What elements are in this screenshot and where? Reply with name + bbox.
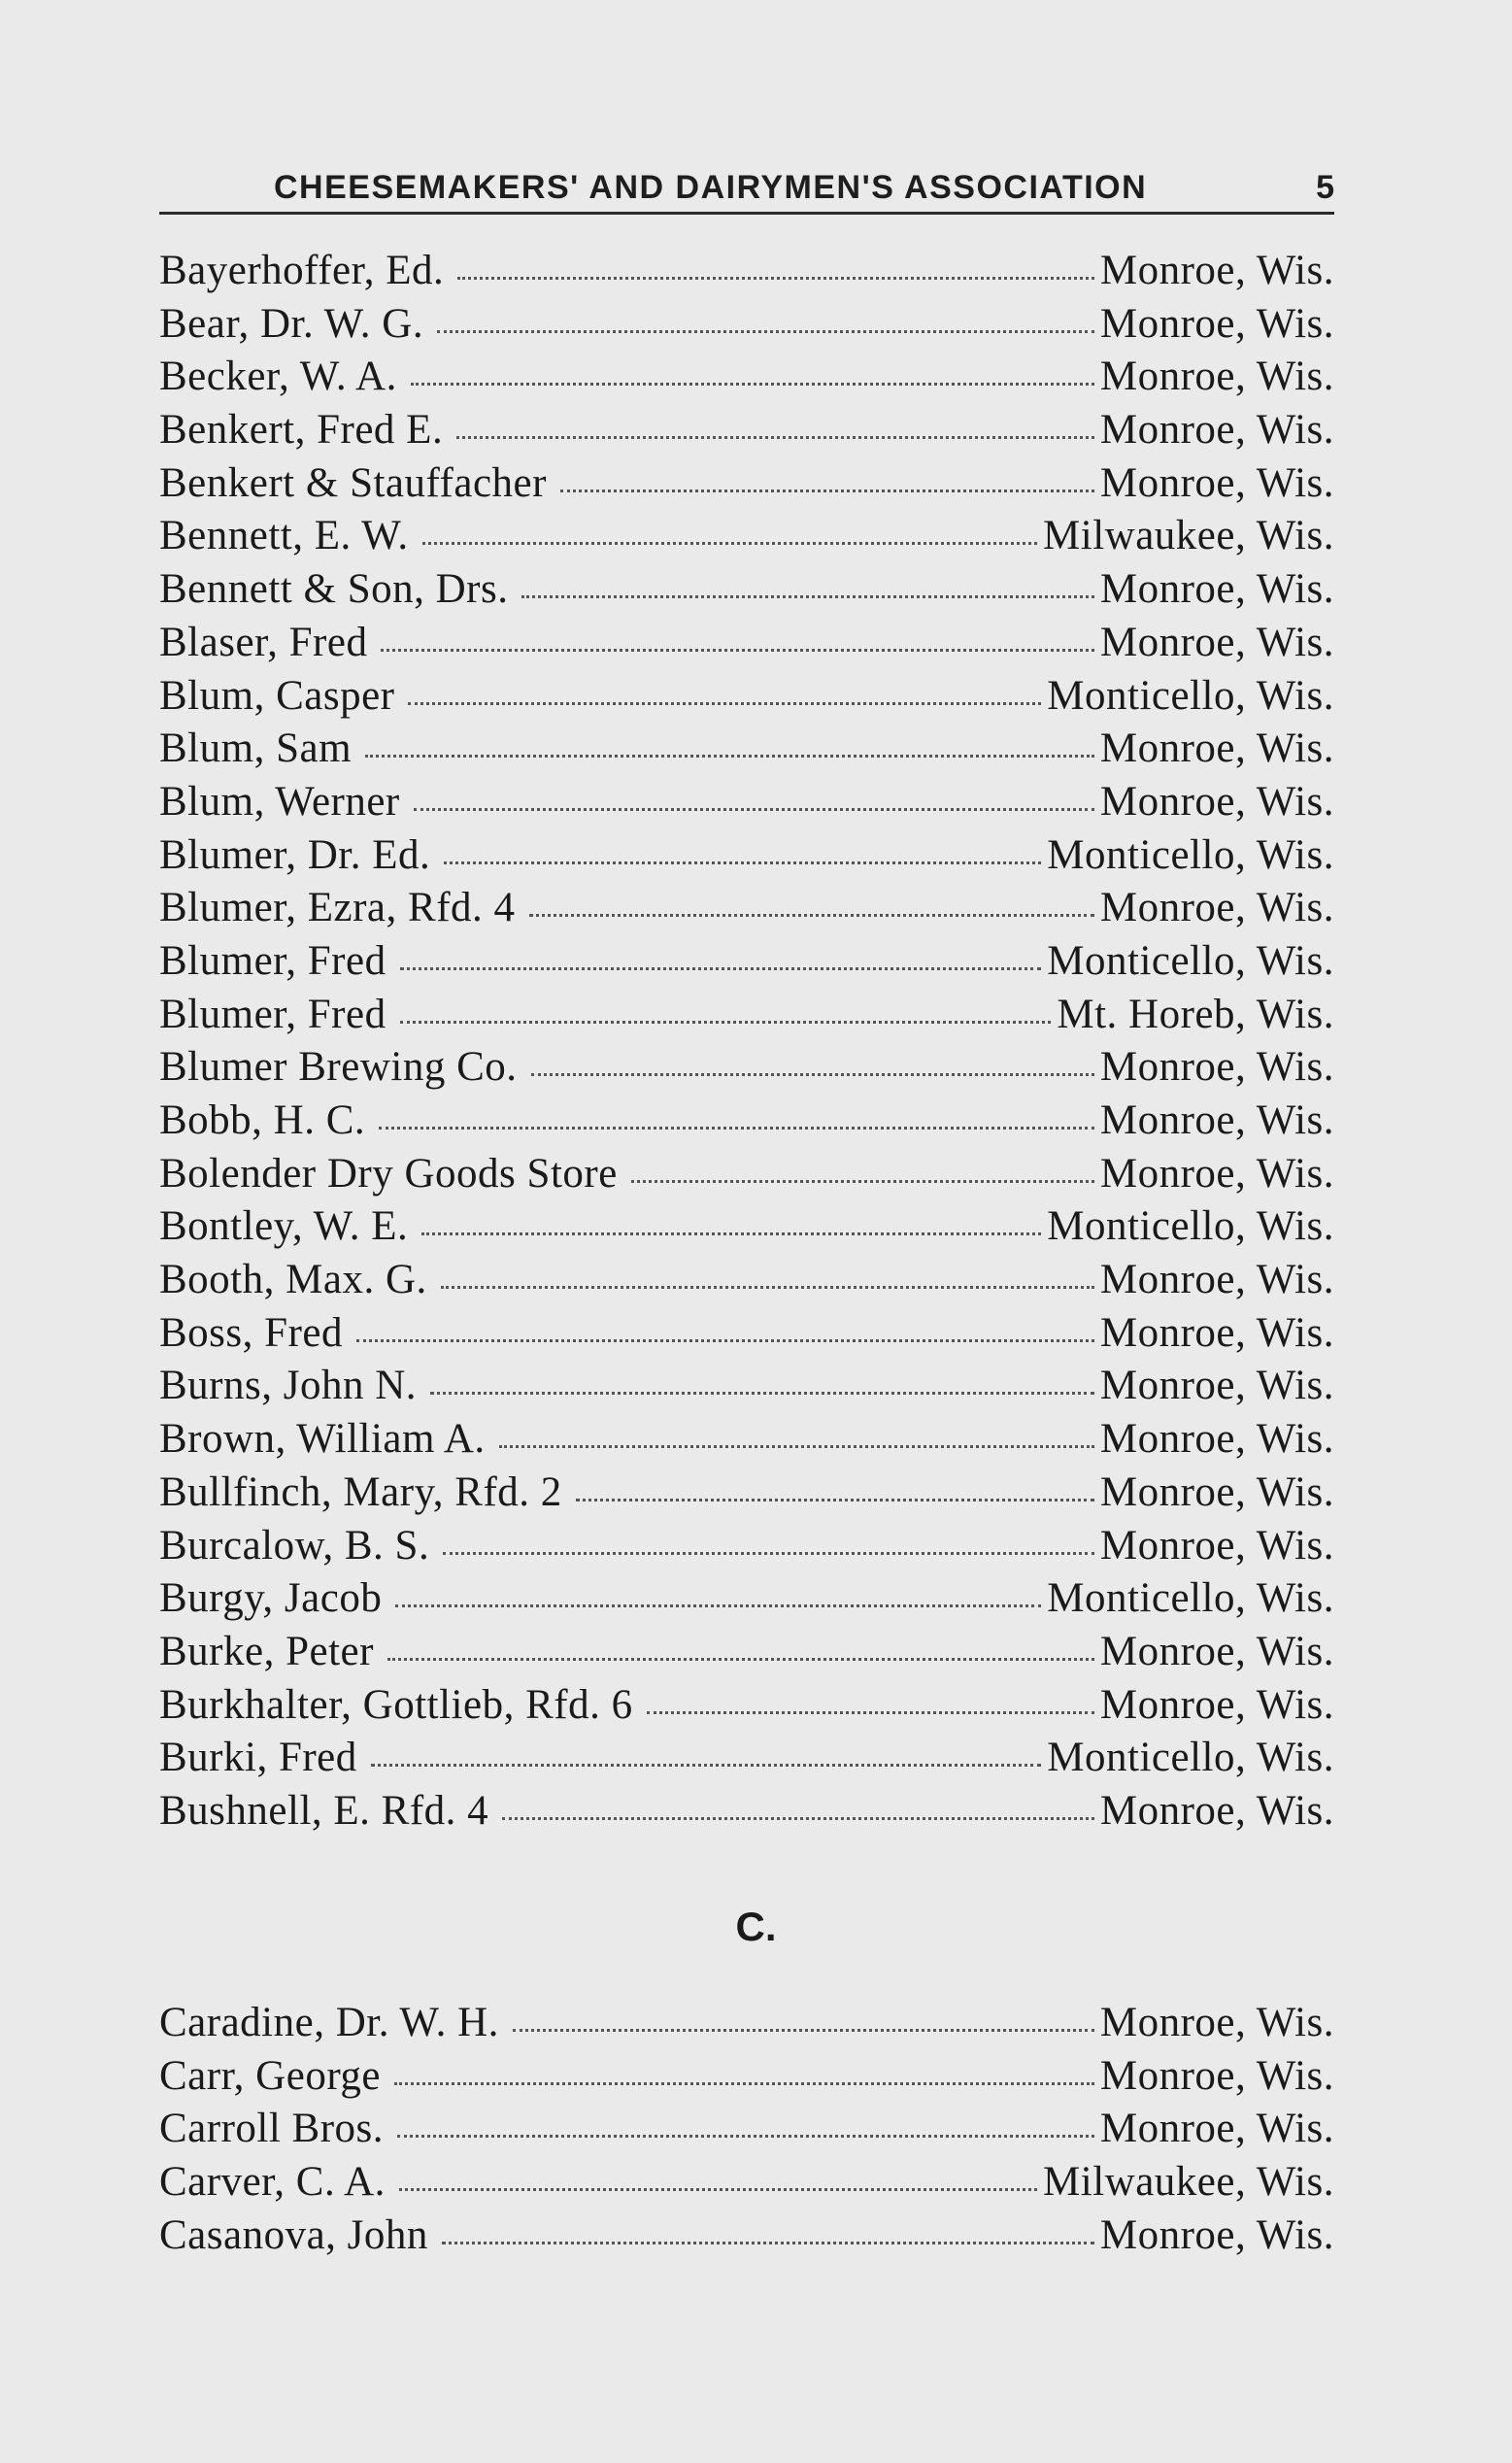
entry-place: Mt. Horeb, Wis. — [1057, 991, 1334, 1037]
entry-name: Blaser, Fred — [159, 619, 368, 665]
entry-name: Bobb, H. C. — [159, 1097, 366, 1143]
entry-name: Burns, John N. — [159, 1363, 418, 1409]
entry-name: Benkert & Stauffacher — [159, 459, 547, 506]
dot-leader — [647, 1711, 1094, 1714]
dot-leader — [387, 1658, 1094, 1661]
dot-leader — [430, 1392, 1094, 1395]
entry-name: Burgy, Jacob — [159, 1575, 383, 1622]
dot-leader — [399, 2188, 1037, 2191]
entry-place: Monroe, Wis. — [1099, 566, 1334, 613]
directory-entry — [159, 1360, 1334, 1413]
page-number: 5 — [1316, 169, 1334, 206]
dot-leader — [379, 1127, 1094, 1130]
dot-leader — [444, 861, 1041, 864]
directory-entry — [159, 351, 1334, 404]
directory-entry — [159, 457, 1334, 511]
directory-entry — [159, 1200, 1334, 1254]
entry-name: Blumer Brewing Co. — [159, 1044, 518, 1091]
entry-name: Blumer, Dr. Ed. — [159, 831, 431, 878]
entry-place: Monroe, Wis. — [1099, 354, 1334, 400]
dot-leader — [502, 1817, 1094, 1820]
dot-leader — [521, 595, 1093, 598]
dot-leader — [513, 2029, 1094, 2032]
entry-place: Monticello, Wis. — [1047, 1735, 1334, 1781]
dot-leader — [411, 383, 1094, 386]
entry-name: Bontley, W. E. — [159, 1203, 409, 1250]
entry-name: Burki, Fred — [159, 1735, 357, 1781]
directory-entry — [159, 2156, 1334, 2210]
dot-leader — [421, 1232, 1041, 1235]
directory-entry — [159, 829, 1334, 883]
entry-name: Blumer, Fred — [159, 937, 386, 984]
entry-name: Bushnell, E. Rfd. 4 — [159, 1787, 489, 1834]
entry-place: Monroe, Wis. — [1099, 1150, 1334, 1197]
directory-entry — [159, 882, 1334, 935]
entry-place: Monroe, Wis. — [1099, 619, 1334, 665]
directory-entry — [159, 2210, 1334, 2263]
directory-entry — [159, 1148, 1334, 1201]
dot-leader — [531, 1073, 1094, 1076]
entry-place: Monroe, Wis. — [1099, 2052, 1334, 2099]
dot-leader — [395, 1604, 1041, 1607]
entry-place: Monroe, Wis. — [1099, 407, 1334, 454]
directory-entry — [159, 1467, 1334, 1520]
entry-place: Monticello, Wis. — [1047, 672, 1334, 719]
entry-place: Monroe, Wis. — [1099, 1787, 1334, 1834]
dot-leader — [456, 436, 1094, 439]
entry-name: Boss, Fred — [159, 1309, 343, 1356]
entry-name: Caradine, Dr. W. H. — [159, 2000, 499, 2045]
directory-entry — [159, 1413, 1334, 1467]
directory-entry — [159, 1095, 1334, 1148]
entry-name: Carr, George — [159, 2052, 381, 2099]
dot-leader — [499, 1445, 1094, 1448]
dot-leader — [529, 914, 1094, 917]
directory-entry — [159, 776, 1334, 829]
entry-name: Becker, W. A. — [159, 354, 397, 400]
entry-place: Monroe, Wis. — [1099, 1257, 1334, 1303]
directory-entry — [159, 617, 1334, 670]
directory-entry — [159, 1041, 1334, 1095]
entry-name: Bayerhoffer, Ed. — [159, 248, 445, 293]
dot-leader — [397, 2135, 1094, 2138]
directory-entry — [159, 989, 1334, 1042]
running-head — [159, 165, 1334, 215]
directory-entry — [159, 2103, 1334, 2156]
entry-name: Blum, Werner — [159, 778, 400, 825]
directory-entry — [159, 935, 1334, 989]
entry-place: Monroe, Wis. — [1099, 2106, 1334, 2152]
directory-entry — [159, 1307, 1334, 1361]
entry-place: Monticello, Wis. — [1047, 1575, 1334, 1622]
dot-leader — [457, 277, 1094, 280]
entry-name: Benkert, Fred E. — [159, 407, 444, 454]
entry-place: Monroe, Wis. — [1099, 300, 1334, 347]
entry-name: Carver, C. A. — [159, 2159, 386, 2206]
directory-list-b — [159, 245, 1334, 1839]
entry-place: Monroe, Wis. — [1099, 1681, 1334, 1728]
directory-entry — [159, 723, 1334, 776]
entry-name: Blumer, Ezra, Rfd. 4 — [159, 885, 516, 931]
dot-leader — [381, 649, 1093, 652]
dot-leader — [441, 1286, 1094, 1289]
section-heading-c: C. — [735, 1904, 777, 1949]
dot-leader — [371, 1764, 1042, 1767]
directory-entry — [159, 1626, 1334, 1679]
directory-entry — [159, 1997, 1334, 2050]
running-head-title: CHEESEMAKERS' AND DAIRYMEN'S ASSOCIATION — [274, 169, 1148, 206]
entry-place: Milwaukee, Wis. — [1043, 513, 1334, 559]
entry-place: Monroe, Wis. — [1099, 1363, 1334, 1409]
entry-name: Carroll Bros. — [159, 2106, 385, 2152]
directory-entry — [159, 1520, 1334, 1573]
entry-place: Monroe, Wis. — [1099, 1044, 1334, 1091]
dot-leader — [414, 808, 1094, 811]
entry-place: Monroe, Wis. — [1099, 725, 1334, 772]
entry-place: Monroe, Wis. — [1099, 2000, 1334, 2045]
entry-name: Burke, Peter — [159, 1628, 374, 1674]
directory-entry — [159, 563, 1334, 617]
entry-place: Monticello, Wis. — [1047, 1203, 1334, 1250]
entry-place: Monroe, Wis. — [1099, 885, 1334, 931]
dot-leader — [422, 542, 1037, 545]
directory-entry — [159, 1732, 1334, 1785]
entry-place: Monroe, Wis. — [1099, 1468, 1334, 1515]
dot-leader — [400, 967, 1042, 970]
entry-place: Monroe, Wis. — [1099, 1309, 1334, 1356]
directory-entry — [159, 510, 1334, 563]
dot-leader — [560, 489, 1094, 492]
dot-leader — [365, 755, 1094, 758]
entry-place: Monticello, Wis. — [1047, 937, 1334, 984]
entry-name: Bullfinch, Mary, Rfd. 2 — [159, 1468, 562, 1515]
directory-entry — [159, 1679, 1334, 1733]
directory-entry — [159, 1572, 1334, 1626]
dot-leader — [437, 330, 1094, 333]
entry-name: Burkhalter, Gottlieb, Rfd. 6 — [159, 1681, 633, 1728]
entry-place: Monroe, Wis. — [1099, 1416, 1334, 1463]
dot-leader — [576, 1499, 1094, 1501]
entry-name: Bolender Dry Goods Store — [159, 1150, 618, 1197]
entry-name: Casanova, John — [159, 2211, 428, 2258]
dot-leader — [394, 2082, 1094, 2085]
directory-entry — [159, 298, 1334, 352]
entry-name: Blum, Casper — [159, 672, 395, 719]
entry-place: Monroe, Wis. — [1099, 459, 1334, 506]
dot-leader — [631, 1180, 1094, 1183]
entry-name: Booth, Max. G. — [159, 1257, 427, 1303]
entry-name: Bennett & Son, Drs. — [159, 566, 509, 613]
directory-entry — [159, 1785, 1334, 1839]
entry-place: Monroe, Wis. — [1099, 1522, 1334, 1569]
dot-leader — [442, 2242, 1094, 2244]
entry-place: Monroe, Wis. — [1099, 2211, 1334, 2258]
entry-place: Monticello, Wis. — [1047, 831, 1334, 878]
directory-entry — [159, 404, 1334, 457]
dot-leader — [408, 702, 1041, 705]
entry-name: Brown, William A. — [159, 1416, 486, 1463]
directory-entry — [159, 1254, 1334, 1307]
entry-place: Monroe, Wis. — [1099, 248, 1334, 293]
dot-leader — [443, 1552, 1094, 1555]
entry-place: Monroe, Wis. — [1099, 1628, 1334, 1674]
directory-entry — [159, 2050, 1334, 2104]
entry-name: Bear, Dr. W. G. — [159, 300, 424, 347]
directory-entry — [159, 245, 1334, 298]
entry-place: Milwaukee, Wis. — [1043, 2159, 1334, 2206]
dot-leader — [400, 1021, 1052, 1024]
entry-name: Blumer, Fred — [159, 991, 386, 1037]
dot-leader — [356, 1339, 1094, 1342]
entry-name: Burcalow, B. S. — [159, 1522, 430, 1569]
entry-place: Monroe, Wis. — [1099, 778, 1334, 825]
entry-name: Blum, Sam — [159, 725, 353, 772]
directory-entry — [159, 670, 1334, 724]
directory-list-c — [159, 1997, 1334, 2262]
entry-name: Bennett, E. W. — [159, 513, 409, 559]
entry-place: Monroe, Wis. — [1099, 1097, 1334, 1143]
